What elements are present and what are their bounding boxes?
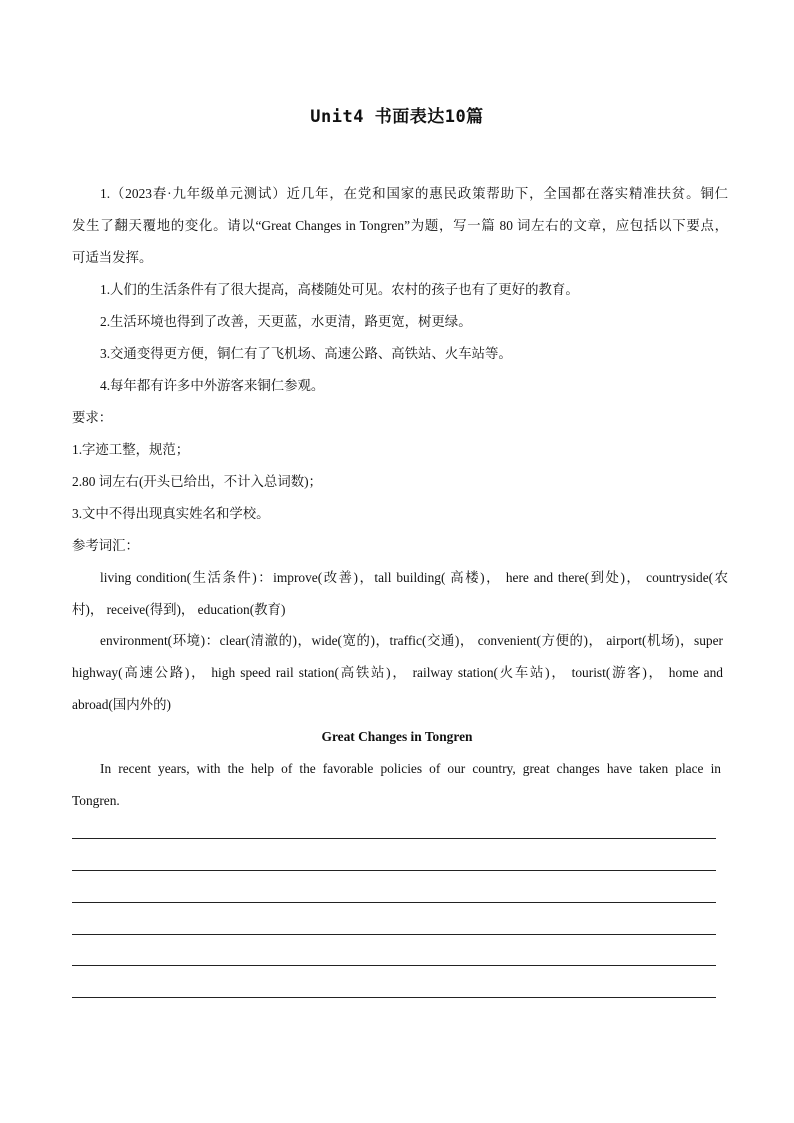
question-intro-line-2: 发生了翻天覆地的变化。请以“Great Changes in Tongren”为题，写一篇 80 词左右的文章，应包括以下要点， — [72, 218, 728, 233]
vocab-line-2: 村)， receive(得到)， education(教育) — [72, 602, 286, 617]
point-3: 3.交通变得更方便，铜仁有了飞机场、高速公路、高铁站、火车站等。 — [100, 346, 512, 361]
writing-line — [72, 997, 716, 998]
vocab-line-5: abroad(国内外的) — [72, 697, 171, 712]
writing-line — [72, 965, 716, 966]
point-4: 4.每年都有许多中外游客来铜仁参观。 — [100, 378, 325, 393]
requirement-1: 1.字迹工整，规范； — [72, 442, 190, 457]
requirements-label: 要求： — [72, 410, 113, 425]
point-1: 1.人们的生活条件有了很大提高，高楼随处可见。农村的孩子也有了更好的教育。 — [100, 282, 579, 297]
essay-heading: Great Changes in Tongren — [321, 729, 473, 744]
question-intro-line-3: 可适当发挥。 — [72, 250, 153, 265]
vocab-line-1: living condition(生活条件)：improve(改善)，tall building( 高楼)， here and there(到处)， countryside(农 — [100, 570, 728, 585]
question-intro-line-1: 1.（2023春·九年级单元测试）近几年，在党和国家的惠民政策帮助下，全国都在落实精准扶贫。铜仁 — [100, 186, 728, 201]
writing-line — [72, 934, 716, 935]
writing-line — [72, 838, 716, 839]
requirement-3: 3.文中不得出现真实姓名和学校。 — [72, 506, 270, 521]
vocab-line-4: highway(高速公路)， high speed rail station(高铁站)， railway station(火车站)， tourist(游客)， home and — [72, 665, 723, 680]
point-2: 2.生活环境也得到了改善，天更蓝，水更清，路更宽，树更绿。 — [100, 314, 472, 329]
essay-start-line-1: In recent years, with the help of the favorable policies of our country, great changes have taken place in — [100, 761, 721, 776]
page-title: Unit4 书面表达10篇 — [310, 107, 484, 127]
vocab-label: 参考词汇： — [72, 538, 139, 553]
writing-line — [72, 870, 716, 871]
requirement-2: 2.80 词左右(开头已给出，不计入总词数)； — [72, 474, 322, 489]
writing-line — [72, 902, 716, 903]
essay-start-line-2: Tongren. — [72, 793, 120, 808]
vocab-line-3: environment(环境)：clear(清澈的)，wide(宽的)，traffic(交通)， convenient(方便的)， airport(机场)，super — [100, 633, 723, 648]
